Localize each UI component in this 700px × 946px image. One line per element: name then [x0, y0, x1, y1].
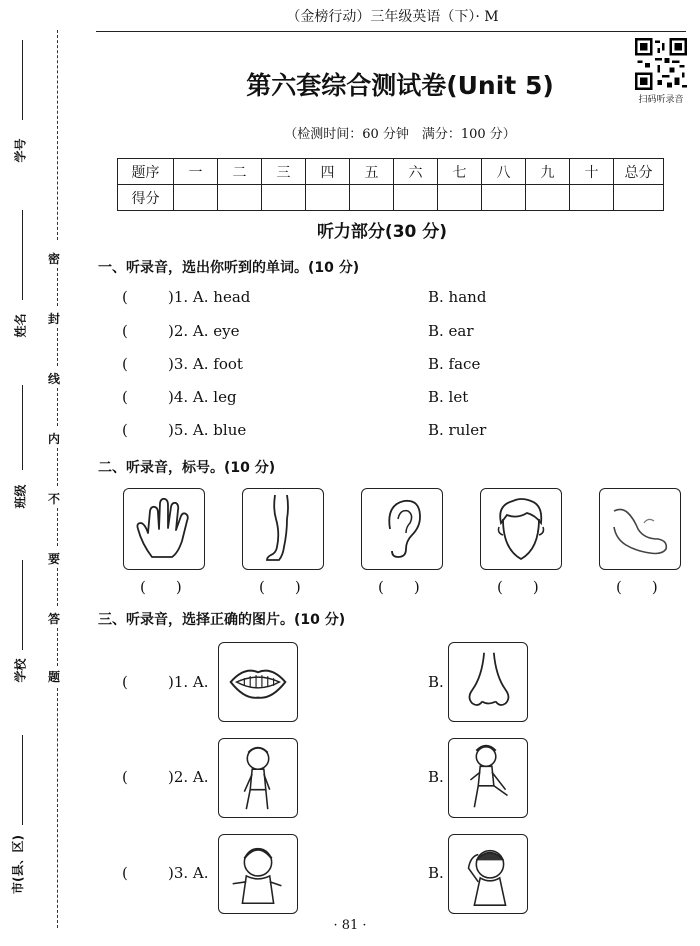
seal-dash: [57, 448, 58, 486]
score-table-header-row: [118, 159, 664, 185]
seal-dash: [57, 688, 58, 928]
option-b-label: B.: [428, 768, 444, 786]
margin-line: [22, 40, 23, 120]
answer-blank[interactable]: ( ): [497, 578, 539, 596]
table-cell: 九: [526, 159, 570, 185]
header-rule: [96, 31, 686, 32]
score-table: [117, 158, 664, 211]
table-cell: 四: [306, 159, 350, 185]
option-b: B. ruler: [428, 421, 487, 439]
margin-label-student-id: 学号: [13, 138, 28, 163]
option-a: )4. A. leg: [168, 388, 237, 406]
answer-blank[interactable]: (: [122, 864, 128, 882]
margin-line: [22, 560, 23, 650]
seal-dash: [57, 568, 58, 606]
score-input-cell[interactable]: [570, 185, 614, 211]
score-input-cell[interactable]: [174, 185, 218, 211]
seal-dash: [57, 628, 58, 666]
score-input-cell[interactable]: [438, 185, 482, 211]
boy-touching-leg-icon[interactable]: [448, 738, 528, 818]
margin-label-city: 市(县、区): [10, 835, 25, 894]
seal-dash: [57, 328, 58, 366]
table-cell: 总分: [614, 159, 664, 185]
seal-dash: [57, 388, 58, 426]
score-table-score-row: [118, 185, 664, 211]
score-input-cell[interactable]: [218, 185, 262, 211]
seal-dash: [57, 508, 58, 546]
table-cell: 十: [570, 159, 614, 185]
margin-line: [22, 385, 23, 470]
option-b: B. let: [428, 388, 469, 406]
score-input-cell[interactable]: [306, 185, 350, 211]
score-input-cell[interactable]: [350, 185, 394, 211]
score-input-cell[interactable]: [526, 185, 570, 211]
answer-blank[interactable]: (: [122, 288, 128, 306]
ear-icon: [361, 488, 443, 570]
foot-icon: [599, 488, 681, 570]
option-a-label: )1. A.: [168, 673, 209, 691]
seal-char: 要: [48, 552, 61, 566]
seal-char: 题: [48, 670, 61, 684]
leg-icon: [242, 488, 324, 570]
table-cell: 七: [438, 159, 482, 185]
table-cell: 得分: [118, 185, 174, 211]
table-cell: 六: [394, 159, 438, 185]
option-b: B. hand: [428, 288, 487, 306]
score-input-cell[interactable]: [482, 185, 526, 211]
seal-dash: [57, 268, 58, 306]
answer-blank[interactable]: ( ): [140, 578, 182, 596]
hand-icon: [123, 488, 205, 570]
page-number: · 81 ·: [333, 918, 367, 933]
answer-blank[interactable]: (: [122, 673, 128, 691]
score-input-cell[interactable]: [394, 185, 438, 211]
seal-char: 不: [48, 492, 61, 506]
answer-blank[interactable]: (: [122, 355, 128, 373]
listening-section-title: 听力部分(30 分): [316, 222, 448, 242]
seal-char: 密: [48, 252, 61, 266]
option-b-label: B.: [428, 673, 444, 691]
boy-touching-head-icon[interactable]: [448, 834, 528, 914]
girl-waving-icon[interactable]: [218, 834, 298, 914]
option-a-label: )3. A.: [168, 864, 209, 882]
seal-dash: [57, 30, 58, 240]
table-cell: 一: [174, 159, 218, 185]
part1-title: 一、听录音，选出你听到的单词。(10 分): [98, 260, 360, 276]
mouth-icon[interactable]: [218, 642, 298, 722]
face-icon: [480, 488, 562, 570]
table-cell: 题序: [118, 159, 174, 185]
seal-char: 封: [48, 312, 61, 326]
table-cell: 三: [262, 159, 306, 185]
page-title: 第六套综合测试卷(Unit 5): [246, 71, 554, 100]
option-a: )3. A. foot: [168, 355, 243, 373]
margin-label-class: 班级: [13, 484, 28, 509]
seal-char: 答: [48, 612, 61, 626]
answer-blank[interactable]: (: [122, 388, 128, 406]
option-a-label: )2. A.: [168, 768, 209, 786]
option-b: B. face: [428, 355, 481, 373]
margin-label-school: 学校: [13, 658, 28, 683]
qr-code-icon[interactable]: [635, 38, 687, 90]
answer-blank[interactable]: (: [122, 322, 128, 340]
exam-info: （检测时间：60 分钟 满分：100 分）: [284, 127, 516, 142]
seal-char: 线: [48, 372, 61, 386]
seal-char: 内: [48, 432, 61, 446]
qr-caption: 扫码听录音: [638, 95, 684, 105]
margin-line: [22, 210, 23, 300]
part2-title: 二、听录音，标号。(10 分): [98, 460, 276, 476]
option-b-label: B.: [428, 864, 444, 882]
table-cell: 八: [482, 159, 526, 185]
table-cell: 五: [350, 159, 394, 185]
score-input-cell[interactable]: [614, 185, 664, 211]
answer-blank[interactable]: ( ): [378, 578, 420, 596]
option-b: B. ear: [428, 322, 474, 340]
margin-line: [22, 735, 23, 825]
answer-blank[interactable]: ( ): [259, 578, 301, 596]
boy-touching-knee-icon[interactable]: [218, 738, 298, 818]
book-series-header: （金榜行动）三年级英语（下）· M: [286, 9, 499, 25]
part3-title: 三、听录音，选择正确的图片。(10 分): [98, 612, 346, 628]
answer-blank[interactable]: (: [122, 768, 128, 786]
nose-icon[interactable]: [448, 642, 528, 722]
option-a: )1. A. head: [168, 288, 251, 306]
option-a: )5. A. blue: [168, 421, 247, 439]
table-cell: 二: [218, 159, 262, 185]
answer-blank[interactable]: ( ): [616, 578, 658, 596]
score-input-cell[interactable]: [262, 185, 306, 211]
option-a: )2. A. eye: [168, 322, 240, 340]
answer-blank[interactable]: (: [122, 421, 128, 439]
margin-label-name: 姓名: [13, 313, 28, 338]
